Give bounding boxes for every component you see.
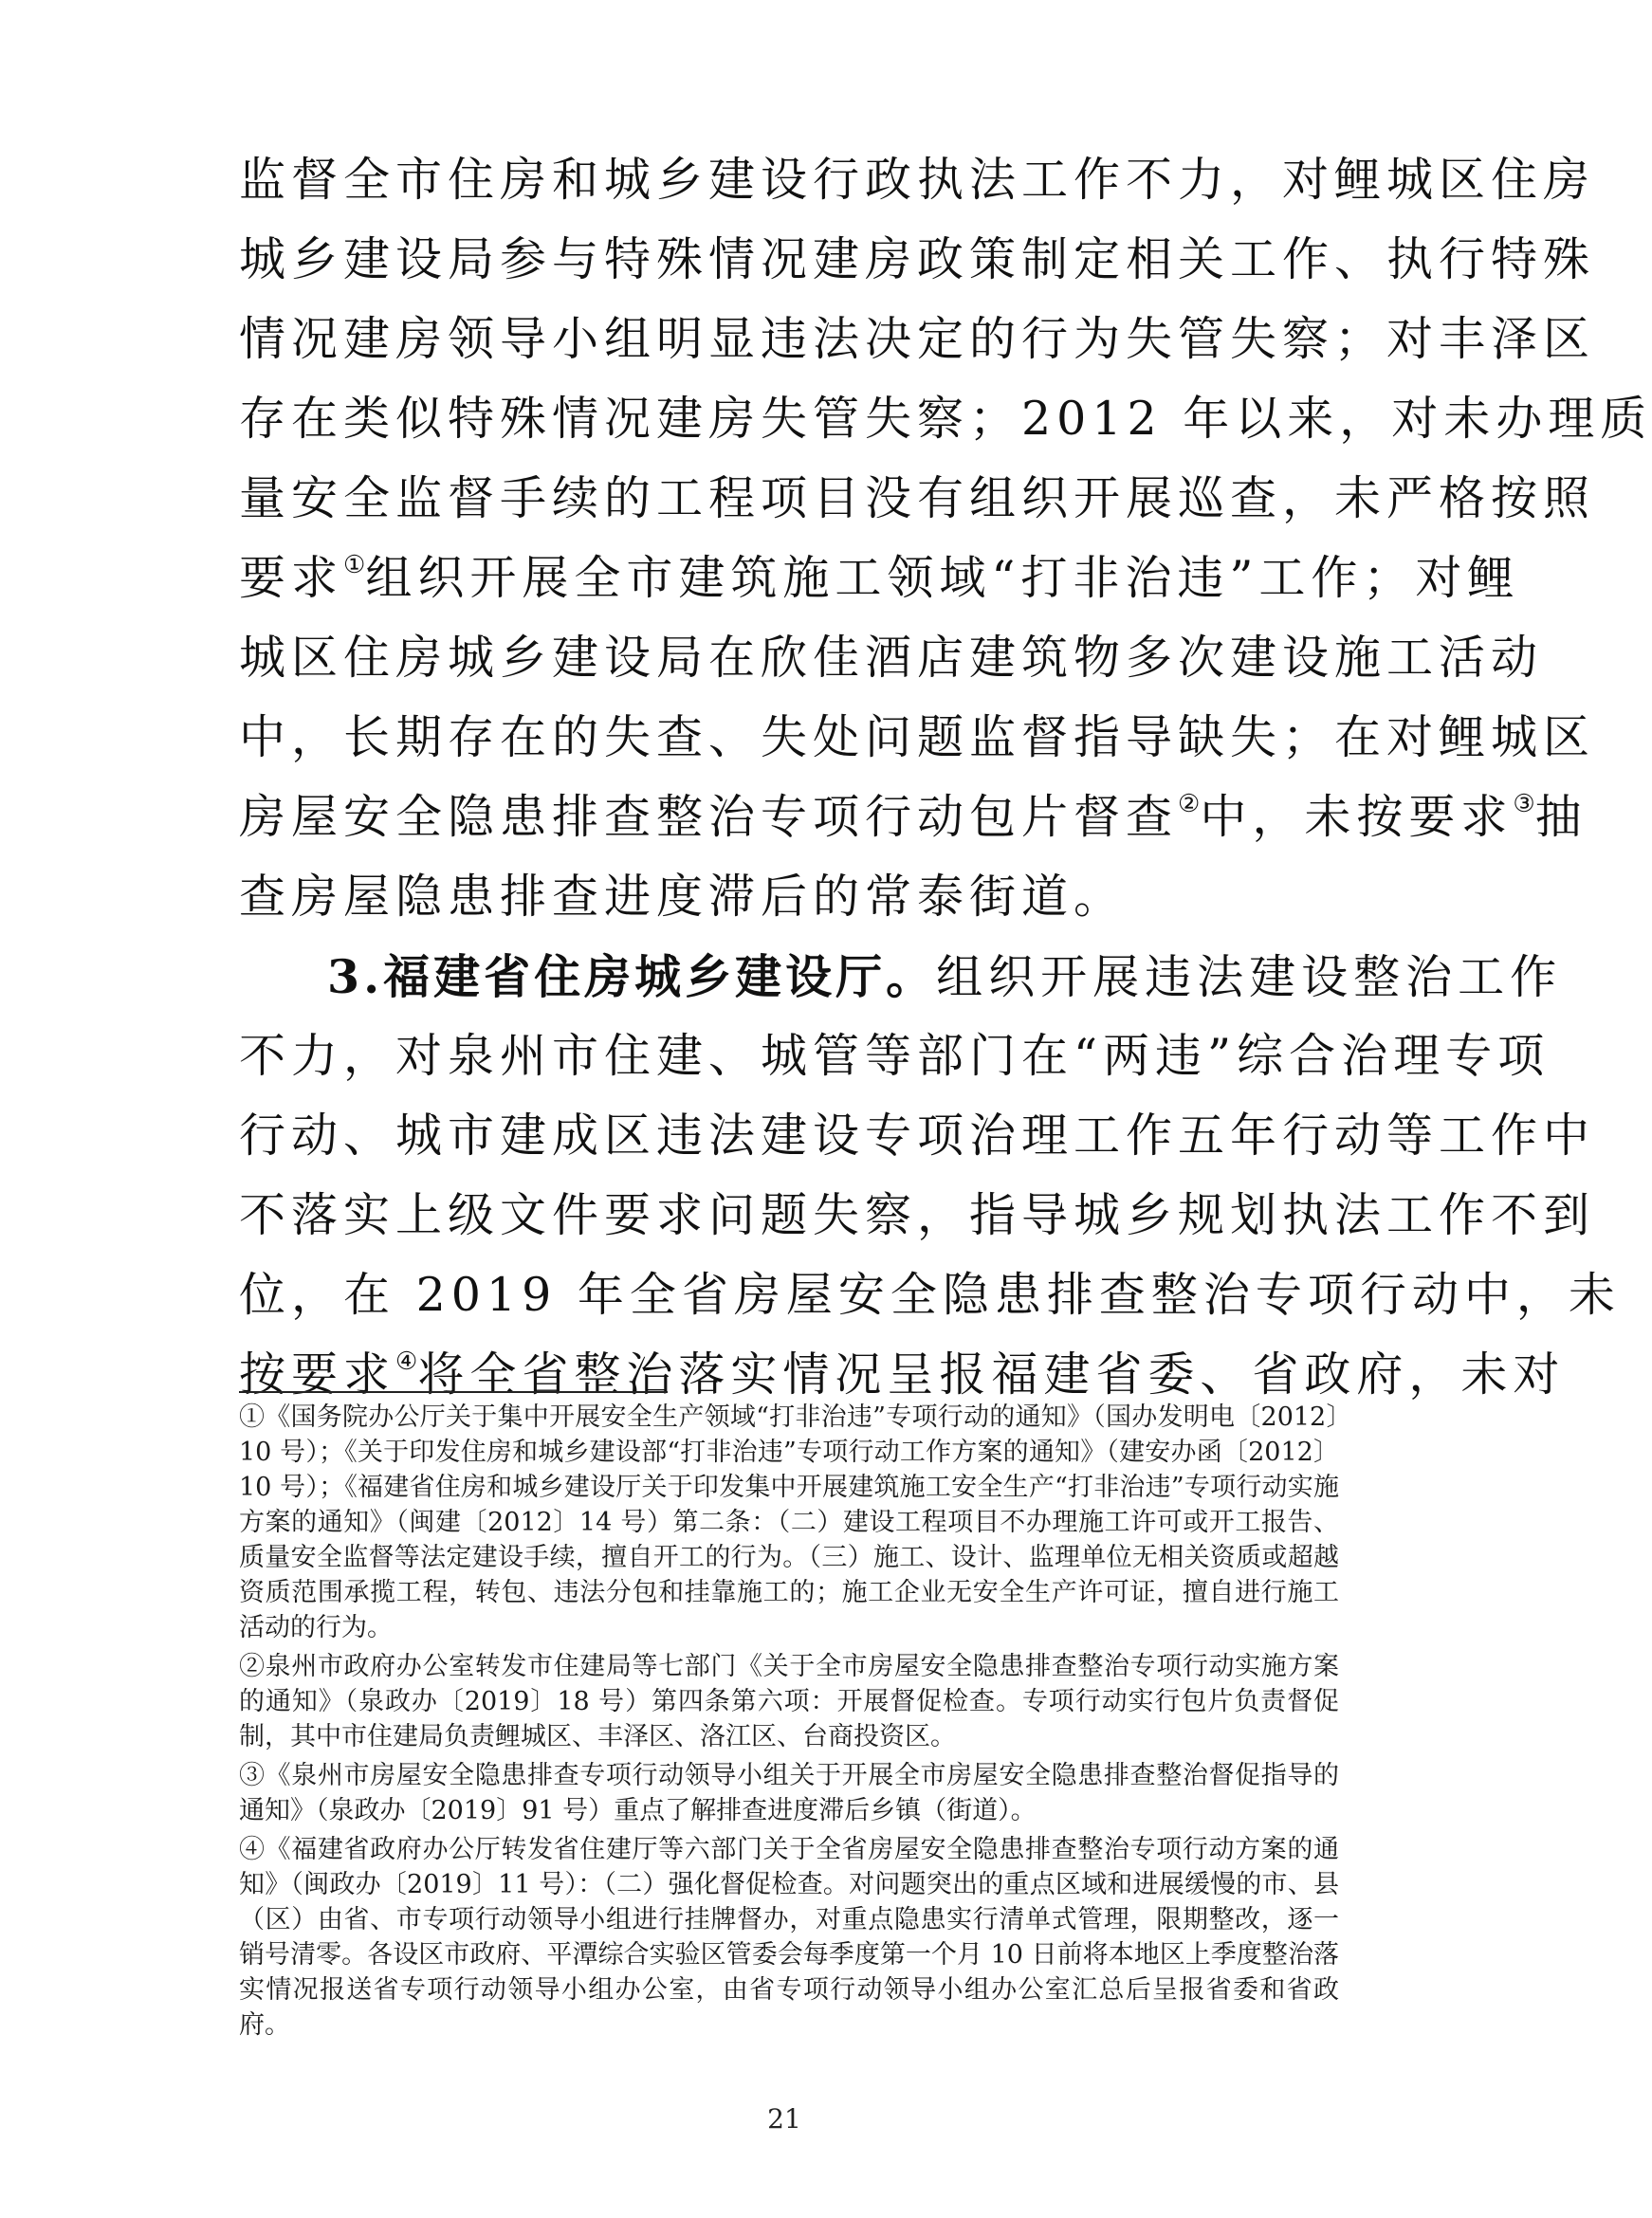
body-line-10: 查房屋隐患排查进度滞后的常泰街道。 <box>239 870 1127 924</box>
line-text: 房屋安全隐患排查整治专项行动包片督查 <box>239 790 1179 844</box>
line-text: 按要求 <box>239 1347 396 1402</box>
footnote-ref-3[interactable]: ③ <box>1513 790 1535 818</box>
body-line-3: 情况建房领导小组明显违法决定的行为失管失察；对丰泽区 <box>239 312 1596 366</box>
footnote-ref-1[interactable]: ① <box>343 551 366 579</box>
footnote-ref-4[interactable]: ④ <box>395 1347 418 1376</box>
line-text: 将全省整治落实情况呈报福建省委、省政府，未对 <box>417 1347 1566 1402</box>
footnote-3: ③《泉州市房屋安全隐患排查专项行动领导小组关于开展全市房屋安全隐患排查整治督促指导的通知》（泉政办〔2019〕91 号）重点了解排查进度滞后乡镇（街道）。 <box>239 1761 1339 1825</box>
section-3-line-3: 行动、城市建成区违法建设专项治理工作五年行动等工作中 <box>239 1109 1596 1163</box>
body-line-6 <box>239 539 1520 618</box>
page-number: 21 <box>767 2103 801 2135</box>
footnotes <box>239 1400 1339 2046</box>
line-text: 组织开展全市建筑施工领域“打非治违”工作；对鲤 <box>365 551 1520 605</box>
footnote-4: ④《福建省政府办公厅转发省住建厅等六部门关于全省房屋安全隐患排查整治专项行动方案的通知》（闽政办〔2019〕11 号）：（二）强化督促检查。对问题突出的重点区域和进展缓慢的市、县（区）由省、市专项行动领导小组进行挂牌督办，对重点隐患实行清单式管理，限期整改，逐一销号清零。各设区市政府、平潭综合实验区管委会每季度第一个月 10 日前将本地区上季度整治落实情况报送省专项行动领导小组办公室，由省专项行动领导小组办公室汇总后呈报省委和省政府。 <box>239 1835 1339 2040</box>
line-text: 要求 <box>239 551 344 605</box>
section-3-first-line <box>327 937 1563 1017</box>
section-3-line-2: 不力，对泉州市住建、城管等部门在“两违”综合治理专项 <box>239 1029 1551 1083</box>
body-line-9 <box>239 778 1588 857</box>
body-line-1: 监督全市住房和城乡建设行政执法工作不力，对鲤城区住房 <box>239 153 1596 207</box>
section-3-line-4: 不落实上级文件要求问题失察，指导城乡规划执法工作不到 <box>239 1188 1596 1242</box>
line-text: 组织开展违法建设整治工作 <box>936 950 1563 1004</box>
line-text: 中，未按要求 <box>1200 790 1514 844</box>
body-line-5: 量安全监督手续的工程项目没有组织开展巡查，未严格按照 <box>239 471 1596 525</box>
body-line-4: 存在类似特殊情况建房失管失察；2012 年以来，对未办理质 <box>239 392 1652 446</box>
section-3-line-5: 位，在 2019 年全省房屋安全隐患排查整治专项行动中，未 <box>239 1268 1621 1322</box>
footnote-1: ①《国务院办公厅关于集中开展安全生产领域“打非治违”专项行动的通知》（国办发明电〔2012〕10 号）；《关于印发住房和城乡建设部“打非治违”专项行动工作方案的通知》（建安办函〔2012〕10 号）；《福建省住房和城乡建设厅关于印发集中开展建筑施工安全生产“打非治违”专项行动实施方案的通知》（闽建〔2012〕14 号）第二条：（二）建设工程项目不办理施工许可或开工报告、质量安全监督等法定建设手续，擅自开工的行为。（三）施工、设计、监理单位无相关资质或超越资质范围承揽工程，转包、违法分包和挂靠施工的；施工企业无安全生产许可证，擅自进行施工活动的行为。 <box>239 1402 1339 1642</box>
section-3-heading: 3.福建省住房城乡建设厅。 <box>327 949 937 1004</box>
footnote-separator <box>239 1391 668 1393</box>
body-line-7: 城区住房城乡建设局在欣佳酒店建筑物多次建设施工活动 <box>239 631 1544 685</box>
body-line-2: 城乡建设局参与特殊情况建房政策制定相关工作、执行特殊 <box>239 232 1596 286</box>
line-text: 抽 <box>1534 790 1588 844</box>
footnote-ref-2[interactable]: ② <box>1178 790 1201 818</box>
body-line-8: 中，长期存在的失查、失处问题监督指导缺失；在对鲤城区 <box>239 710 1596 764</box>
footnote-2: ②泉州市政府办公室转发市住建局等七部门《关于全市房屋安全隐患排查整治专项行动实施方案的通知》（泉政办〔2019〕18 号）第四条第六项：开展督促检查。专项行动实行包片负责督促制，其中市住建局负责鲤城区、丰泽区、洛江区、台商投资区。 <box>239 1652 1339 1751</box>
